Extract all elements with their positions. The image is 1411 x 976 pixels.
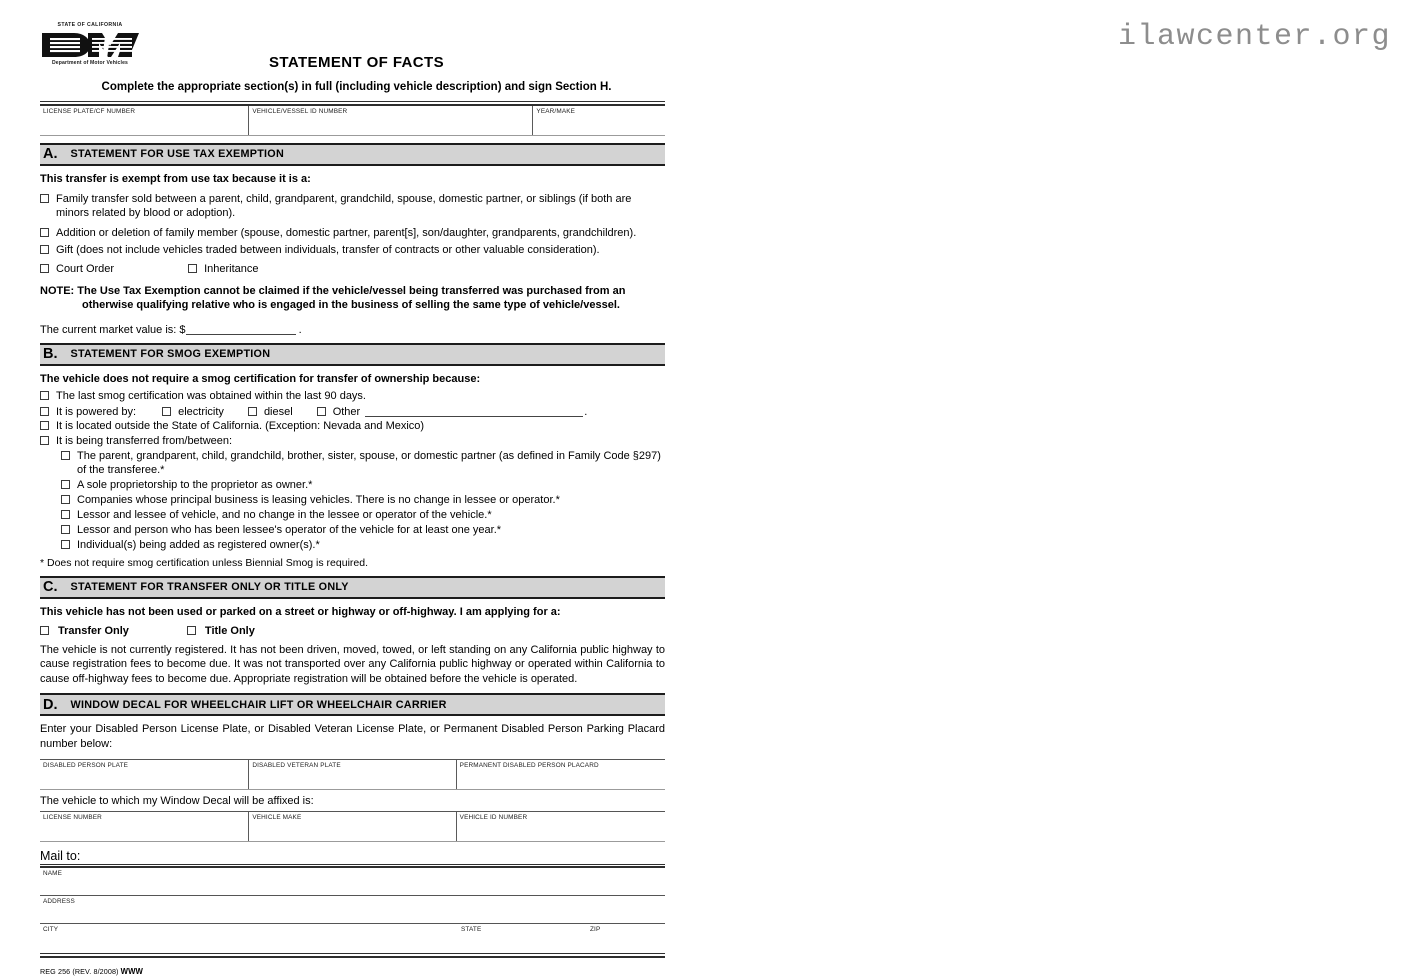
checkbox-label: The last smog certification was obtained within the last 90 days. bbox=[56, 389, 366, 402]
checkbox-label-other: Other bbox=[332, 405, 361, 418]
checkbox-icon[interactable] bbox=[40, 436, 49, 445]
checkbox-icon[interactable] bbox=[61, 540, 70, 549]
checkbox-label-inheritance: Inheritance bbox=[204, 262, 259, 275]
checkbox-icon[interactable] bbox=[40, 421, 49, 430]
checkbox-label: A sole proprietorship to the proprietor as owner.* bbox=[77, 478, 313, 491]
mail-address-field[interactable] bbox=[40, 896, 665, 923]
market-value-row bbox=[40, 323, 665, 336]
checkbox-icon-other[interactable] bbox=[317, 407, 326, 416]
decal-vehicle-id-field[interactable] bbox=[456, 812, 665, 841]
section-b-header bbox=[40, 343, 665, 366]
checkbox-row-court-inheritance bbox=[40, 263, 665, 275]
checkbox-icon-electricity[interactable] bbox=[162, 407, 171, 416]
section-b-footnote: * Does not require smog certification unless Biennial Smog is required. bbox=[40, 556, 368, 569]
checkbox-row-smog-90-days[interactable] bbox=[40, 389, 665, 403]
section-a-title: STATEMENT FOR USE TAX EXEMPTION bbox=[70, 148, 284, 160]
market-value-input[interactable] bbox=[186, 323, 296, 335]
checkbox-icon[interactable] bbox=[40, 407, 49, 416]
decal-vehicle-fields-row bbox=[40, 812, 665, 842]
checkbox-icon[interactable] bbox=[40, 194, 49, 203]
section-a-note bbox=[40, 284, 665, 313]
form-body bbox=[40, 18, 665, 976]
checkbox-icon[interactable] bbox=[61, 495, 70, 504]
checkbox-row-outside-ca[interactable] bbox=[40, 419, 665, 433]
checkbox-label: Lessor and person who has been lessee's operator of the vehicle for at least one year.* bbox=[77, 523, 502, 536]
vehicle-identification-row bbox=[40, 106, 665, 136]
powered-other-input[interactable] bbox=[365, 406, 583, 417]
checkbox-icon[interactable] bbox=[40, 391, 49, 400]
market-value-label: The current market value is: $ bbox=[40, 323, 186, 336]
checkbox-row-family-addition[interactable] bbox=[40, 226, 665, 240]
permanent-placard-caption: PERMANENT DISABLED PERSON PLACARD bbox=[459, 762, 599, 769]
plate-fields-row bbox=[40, 760, 665, 790]
checkbox-row-sole-proprietorship[interactable] bbox=[61, 478, 665, 492]
checkbox-label-electricity: electricity bbox=[178, 405, 224, 418]
footer-divider bbox=[40, 953, 665, 958]
decal-vehicle-make-caption: VEHICLE MAKE bbox=[252, 813, 302, 821]
checkbox-icon[interactable] bbox=[61, 510, 70, 519]
checkbox-icon-diesel[interactable] bbox=[248, 407, 257, 416]
section-d-letter: D. bbox=[43, 696, 58, 713]
section-c-letter: C. bbox=[43, 579, 58, 595]
decal-license-number-field[interactable] bbox=[40, 812, 248, 841]
checkbox-label-court-order: Court Order bbox=[56, 262, 115, 275]
page-title: STATEMENT OF FACTS bbox=[269, 54, 444, 71]
disabled-veteran-plate-caption: DISABLED VETERAN PLATE bbox=[252, 762, 341, 769]
checkbox-icon-title-only[interactable] bbox=[187, 626, 196, 635]
checkbox-row-transferred-between[interactable] bbox=[40, 434, 665, 448]
decal-vehicle-intro: The vehicle to which my Window Decal will be affixed is: bbox=[40, 795, 314, 807]
decal-vehicle-make-field[interactable] bbox=[248, 812, 455, 841]
checkbox-label-transfer-only: Transfer Only bbox=[58, 624, 129, 637]
mail-name-caption: NAME bbox=[43, 870, 63, 877]
mail-address-caption: ADDRESS bbox=[43, 898, 75, 905]
decal-vehicle-id-caption: VEHICLE ID NUMBER bbox=[459, 813, 528, 821]
note-line-2: otherwise qualifying relative who is engaged in the business of selling the same type of vehicle/vessel. bbox=[82, 299, 620, 311]
section-a-intro: This transfer is exempt from use tax because it is a: bbox=[40, 172, 311, 185]
section-c-intro: This vehicle has not been used or parked on a street or highway or off-highway. I am applying for a: bbox=[40, 605, 561, 618]
checkbox-label: Addition or deletion of family member (spouse, domestic partner, parent[s], son/daughter, grandparents, grandchildren). bbox=[56, 226, 637, 239]
checkbox-icon[interactable] bbox=[61, 480, 70, 489]
note-line-1: The Use Tax Exemption cannot be claimed if the vehicle/vessel being transferred was purchased from an bbox=[77, 284, 626, 297]
form-footer bbox=[40, 967, 665, 976]
checkbox-label-diesel: diesel bbox=[263, 405, 293, 418]
checkbox-icon[interactable] bbox=[40, 264, 49, 273]
section-c-title: STATEMENT FOR TRANSFER ONLY OR TITLE ONLY bbox=[70, 581, 349, 593]
section-c-header bbox=[40, 576, 665, 599]
footer-www: WWW bbox=[120, 966, 144, 976]
permanent-placard-field[interactable] bbox=[456, 760, 665, 789]
mail-city-state-zip-row[interactable] bbox=[40, 924, 665, 951]
checkbox-row-gift[interactable] bbox=[40, 243, 665, 257]
mail-to-label: Mail to: bbox=[40, 848, 81, 863]
checkbox-row-added-owners[interactable] bbox=[61, 538, 665, 552]
license-plate-caption: LICENSE PLATE/CF NUMBER bbox=[43, 107, 136, 115]
year-make-caption: YEAR/MAKE bbox=[536, 107, 576, 115]
checkbox-icon[interactable] bbox=[40, 228, 49, 237]
checkbox-row-lessor-lessee[interactable] bbox=[61, 508, 665, 522]
note-label: NOTE: bbox=[40, 284, 75, 297]
checkbox-label: It is being transferred from/between: bbox=[56, 434, 233, 447]
section-d-intro: Enter your Disabled Person License Plate, or Disabled Veteran License Plate, or Permanent Disabled Person Parking Placard number below: bbox=[40, 723, 665, 750]
checkbox-label: Gift (does not include vehicles traded between individuals, transfer of contracts or other valuable consideration). bbox=[56, 243, 600, 256]
disabled-veteran-plate-field[interactable] bbox=[248, 760, 455, 789]
checkbox-icon-transfer-only[interactable] bbox=[40, 626, 49, 635]
checkbox-row-family-transfer[interactable] bbox=[40, 192, 665, 220]
decal-license-number-caption: LICENSE NUMBER bbox=[43, 813, 102, 821]
powered-other-suffix: . bbox=[584, 405, 588, 418]
mail-zip-caption: ZIP bbox=[590, 926, 601, 933]
section-d-header bbox=[40, 693, 665, 716]
section-a-header bbox=[40, 143, 665, 166]
site-watermark: ilawcenter.org bbox=[1117, 20, 1391, 54]
section-d-title: WINDOW DECAL FOR WHEELCHAIR LIFT OR WHEELCHAIR CARRIER bbox=[70, 698, 447, 711]
form-id: REG 256 (REV. 8/2008) bbox=[40, 966, 121, 976]
mail-name-field[interactable] bbox=[40, 868, 665, 895]
checkbox-icon[interactable] bbox=[61, 451, 70, 460]
checkbox-row-powered-by bbox=[40, 406, 665, 418]
logo-state-text: STATE OF CALIFORNIA bbox=[57, 22, 123, 28]
checkbox-label-title-only: Title Only bbox=[204, 624, 255, 637]
vehicle-vessel-id-caption: VEHICLE/VESSEL ID NUMBER bbox=[252, 107, 348, 115]
checkbox-label: Family transfer sold between a parent, child, grandparent, grandchild, spouse, domestic partner, or siblings (if both are minors related by blood or adoption). bbox=[56, 192, 632, 219]
checkbox-label: The parent, grandparent, child, grandchild, brother, sister, spouse, or domestic partner (as defined in Family Code §297) of the transferee.* bbox=[77, 449, 661, 476]
disabled-person-plate-caption: DISABLED PERSON PLATE bbox=[43, 762, 129, 769]
license-plate-field[interactable] bbox=[40, 106, 248, 135]
checkbox-icon[interactable] bbox=[188, 264, 197, 273]
checkbox-label: Lessor and lessee of vehicle, and no change in the lessee or operator of the vehicle.* bbox=[77, 508, 492, 521]
checkbox-row-leasing-companies[interactable] bbox=[61, 493, 665, 507]
mail-city-caption: CITY bbox=[43, 926, 59, 933]
checkbox-label: It is located outside the State of California. (Exception: Nevada and Mexico) bbox=[56, 419, 425, 432]
checkbox-icon[interactable] bbox=[40, 245, 49, 254]
market-value-suffix: . bbox=[298, 323, 302, 336]
checkbox-row-family-transferee[interactable] bbox=[61, 449, 665, 477]
section-b-title: STATEMENT FOR SMOG EXEMPTION bbox=[70, 348, 271, 360]
year-make-field[interactable] bbox=[532, 106, 665, 135]
section-b-intro: The vehicle does not require a smog certification for transfer of ownership because: bbox=[40, 372, 481, 385]
vehicle-vessel-id-field[interactable] bbox=[248, 106, 532, 135]
powered-by-label: It is powered by: bbox=[56, 405, 137, 418]
disabled-person-plate-field[interactable] bbox=[40, 760, 248, 789]
section-c-body: The vehicle is not currently registered. It has not been driven, moved, towed, or left standing on any California public highway to cause registration fees to become due. It was not transported over any California public highway or operated within California to cause off-highway fees to become due. Appropriate registration will be obtained before the vehicle is operated. bbox=[40, 643, 665, 685]
checkbox-row-transfer-title-only bbox=[40, 625, 665, 637]
page-subtitle: Complete the appropriate section(s) in full (including vehicle description) and sign Section H. bbox=[101, 81, 612, 93]
logo-dept-text: Department of Motor Vehicles bbox=[51, 60, 129, 66]
checkbox-label: Companies whose principal business is leasing vehicles. There is no change in lessee or operator.* bbox=[77, 493, 560, 506]
mail-state-caption: STATE bbox=[461, 926, 482, 933]
section-b-letter: B. bbox=[43, 346, 58, 362]
checkbox-label: Individual(s) being added as registered owner(s).* bbox=[77, 538, 320, 551]
checkbox-row-lessor-operator[interactable] bbox=[61, 523, 665, 537]
section-a-letter: A. bbox=[43, 146, 58, 162]
checkbox-icon[interactable] bbox=[61, 525, 70, 534]
